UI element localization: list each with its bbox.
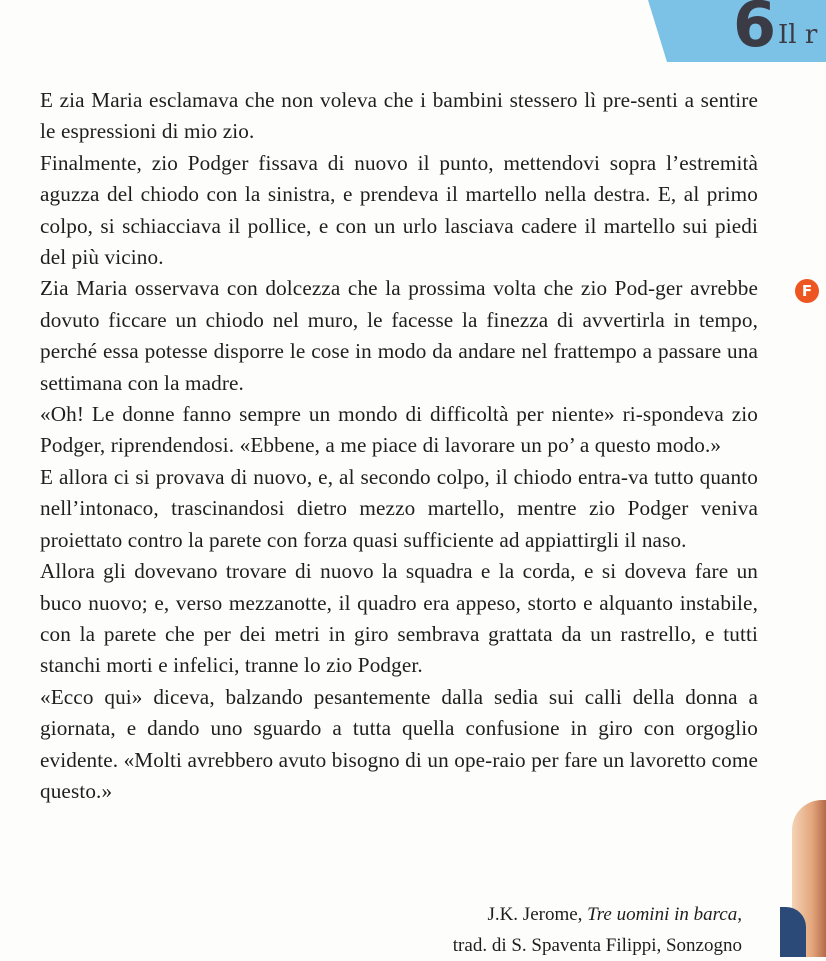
edge-illustration <box>792 800 826 957</box>
story-text <box>40 85 758 807</box>
section-marker-icon: F <box>795 279 819 303</box>
credit-line-1 <box>453 899 742 930</box>
paragraph: «Oh! Le donne fanno sempre un mondo di difficoltà per niente» ri-spondeva zio Podger, riprendendosi. «Ebbene, a me piace di lavorare un po’ a questo modo.» <box>40 402 758 458</box>
paragraph: Zia Maria osservava con dolcezza che la prossima volta che zio Pod-ger avrebbe dovuto ficcare un chiodo nel muro, le facesse la finezza di avvertirla in tempo, perché essa potesse disporre le cose in modo da andare nel frattempo a passare una settimana con la madre. <box>40 276 758 395</box>
paragraph: E allora ci si provava di nuovo, e, al secondo colpo, il chiodo entra-va tutto quanto nell’intonaco, trascinandosi dietro mezzo martello, mentre zio Podger veniva proiettato contro la parete con forza quasi sufficiente ad appiattirgli il naso. <box>40 464 758 552</box>
credit-book-title: Tre uomini in barca, <box>587 904 742 925</box>
credit-author: J.K. Jerome, <box>487 904 588 925</box>
source-credit <box>453 899 742 961</box>
chapter-number: 6 <box>733 0 777 61</box>
paragraph: «Ecco qui» diceva, balzando pesantemente dalla sedia sui calli della donna a giornata, e dando uno sguardo a tutta quella confusione in giro con orgoglio evidente. «Molti avrebbero avuto bisogno di un ope-raio per fare un lavoretto come questo.» <box>40 684 758 803</box>
chapter-title: Il r <box>778 20 818 50</box>
paragraph: Allora gli dovevano trovare di nuovo la squadra e la corda, e si doveva fare un buco nuovo; e, verso mezzanotte, il quadro era appeso, storto e alquanto instabile, con la parete che per dei metri in giro sembrava grattata da un rastrello, e tutti stanchi morti e infelici, tranne lo zio Podger. <box>40 559 758 678</box>
credit-translation: trad. di S. Spaventa Filippi, Sonzogno <box>452 935 742 956</box>
paragraph: E zia Maria esclamava che non voleva che i bambini stessero lì pre-senti a sentire le espressioni di mio zio. <box>40 88 758 144</box>
paragraph: Finalmente, zio Podger fissava di nuovo il punto, mettendovi sopra l’estremità aguzza del chiodo con la sinistra, e prendeva il martello nella destra. E, al primo colpo, si schiacciava il pollice, e con un urlo lasciava cadere il martello sui piedi del più vicino. <box>40 150 758 270</box>
